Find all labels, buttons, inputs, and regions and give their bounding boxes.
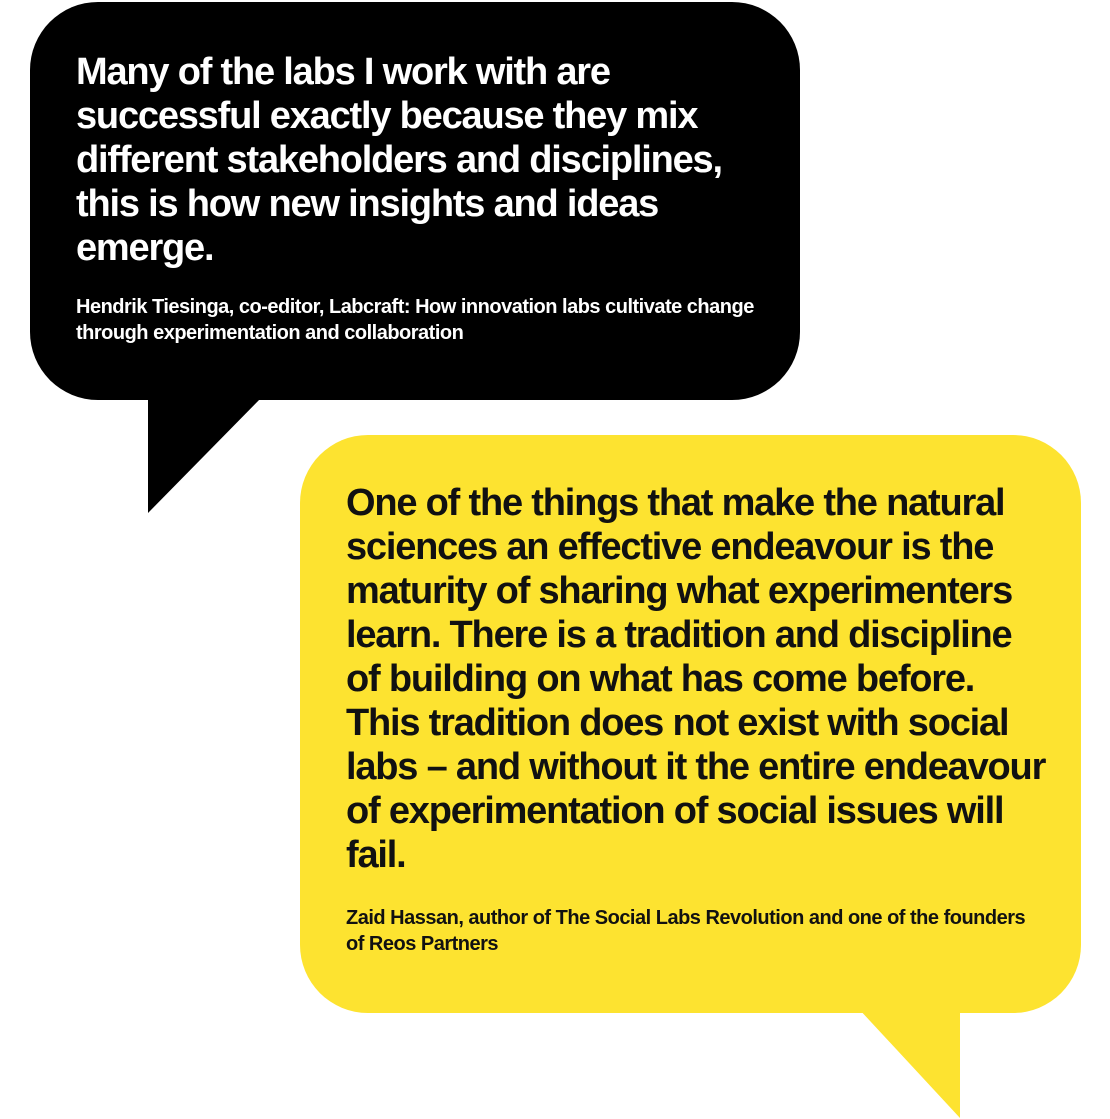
speech-bubble-tail-yellow (858, 1008, 960, 1118)
quote-bubble-hassan (300, 435, 1081, 1013)
quote-bubble-tiesinga (30, 2, 800, 400)
speech-bubble-tail-black (148, 395, 264, 513)
quote-text: One of the things that make the natural sciences an effective endeavour is the maturity of sharing what experimenters learn. There is a tradition and discipline of building on what has come before. This tradition does not exist with social labs – and without it the entire endeavour of experimentation of social issues will fail. (346, 482, 1046, 876)
quote-text: Many of the labs I work with are successful exactly because they mix different stakeholders and disciplines, this is how new insights and ideas emerge. (76, 51, 722, 269)
quote-attribution: Zaid Hassan, author of The Social Labs Revolution and one of the founders of Reos Partners (346, 907, 1026, 955)
quote-attribution: Hendrik Tiesinga, co-editor, Labcraft: How innovation labs cultivate change through experimentation and collaboration (76, 296, 754, 344)
